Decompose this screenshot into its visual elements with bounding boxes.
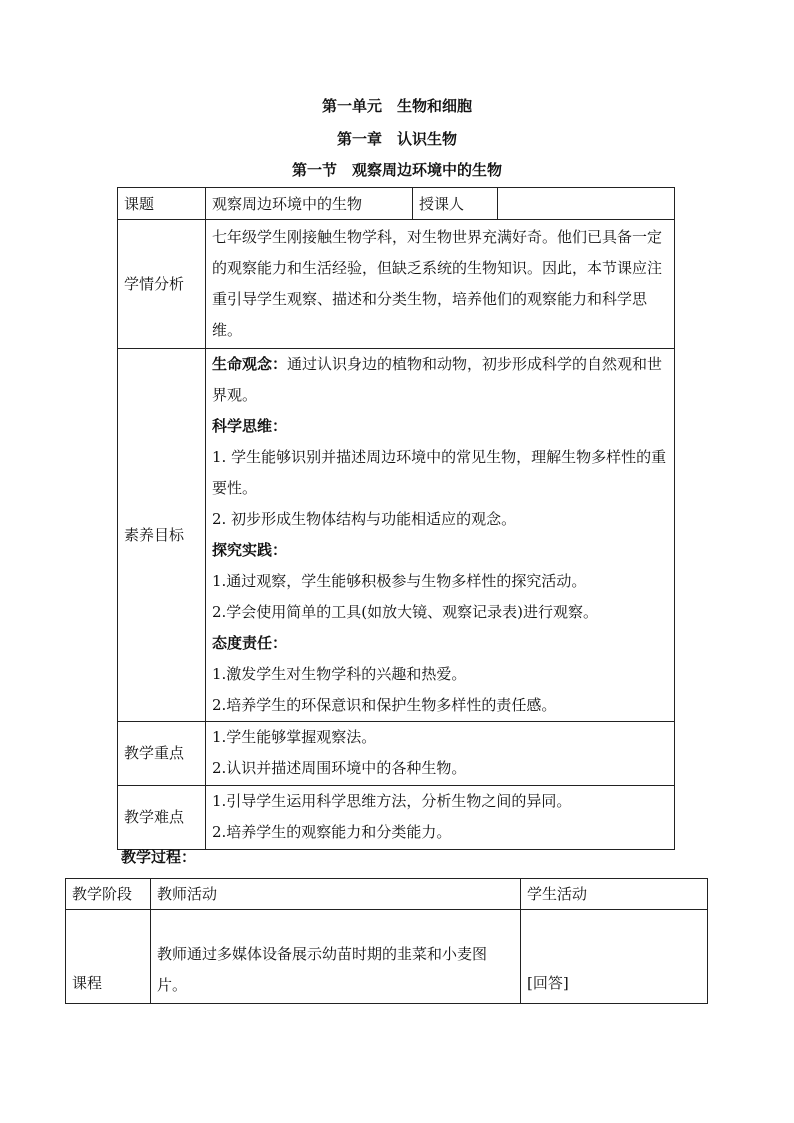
goal-thinking-1: 1. 学生能够识别并描述周边环境中的常见生物，理解生物多样性的重要性。 [212,448,667,497]
topic-row [118,188,675,220]
col-student-header: 学生活动 [521,879,708,910]
col-teacher-header: 教师活动 [151,879,521,910]
teacher-label: 授课人 [413,188,498,220]
goal-thinking-2: 2. 初步形成生物体结构与功能相适应的观念。 [212,510,517,528]
key-point-1: 1.学生能够掌握观察法。 [212,728,377,746]
chapter-heading: 第一章 认识生物 [336,130,457,148]
goal-attitude-1: 1.激发学生对生物学科的兴趣和热爱。 [212,665,467,683]
goal-attitude-2: 2.培养学生的环保意识和保护生物多样性的责任感。 [212,696,557,714]
goals-content [206,349,675,722]
goals-label: 素养目标 [118,349,206,722]
analysis-text: 七年级学生刚接触生物学科，对生物世界充满好奇。他们已具备一定的观察能力和生活经验，但缺乏系统的生物知识。因此，本节课应注重引导学生观察、描述和分类生物，培养他们的观察能力和科学思维。 [206,220,675,349]
difficult-points-row [118,786,675,850]
goal-attitude-title: 态度责任： [212,634,288,652]
goals-row [118,349,675,722]
key-label: 教学重点 [118,722,206,786]
unit-heading: 第一单元 生物和细胞 [321,97,472,115]
difficult-label: 教学难点 [118,786,206,850]
goal-thinking-title: 科学思维： [212,417,288,435]
row1-teacher: 教师通过多媒体设备展示幼苗时期的韭菜和小麦图片。 [151,910,521,1004]
lesson-plan-table [117,187,675,850]
process-header-row [66,879,708,910]
key-content [206,722,675,786]
process-heading: 教学过程： [121,848,197,866]
analysis-row [118,220,675,349]
analysis-label: 学情分析 [118,220,206,349]
difficult-content [206,786,675,850]
goal-practice-title: 探究实践： [212,541,288,559]
col-stage-header: 教学阶段 [66,879,151,910]
goal-practice-2: 2.学会使用简单的工具(如放大镜、观察记录表)进行观察。 [212,603,599,621]
goal-life-text: 通过认识身边的植物和动物，初步形成科学的自然观和世界观。 [212,355,663,404]
row1-stage: 课程 [66,910,151,1004]
key-points-row [118,722,675,786]
difficult-point-1: 1.引导学生运用科学思维方法，分析生物之间的异同。 [212,792,572,810]
goal-life-title: 生命观念： [212,355,288,373]
process-row [66,910,708,1004]
goal-practice-1: 1.通过观察，学生能够积极参与生物多样性的探究活动。 [212,572,587,590]
key-point-2: 2.认识并描述周围环境中的各种生物。 [212,759,467,777]
difficult-point-2: 2.培养学生的观察能力和分类能力。 [212,823,452,841]
teacher-value [498,188,675,220]
process-table [65,878,708,1004]
section-heading: 第一节 观察周边环境中的生物 [291,161,502,179]
topic-value: 观察周边环境中的生物 [206,188,413,220]
topic-label: 课题 [118,188,206,220]
row1-student: [回答] [521,910,708,1004]
